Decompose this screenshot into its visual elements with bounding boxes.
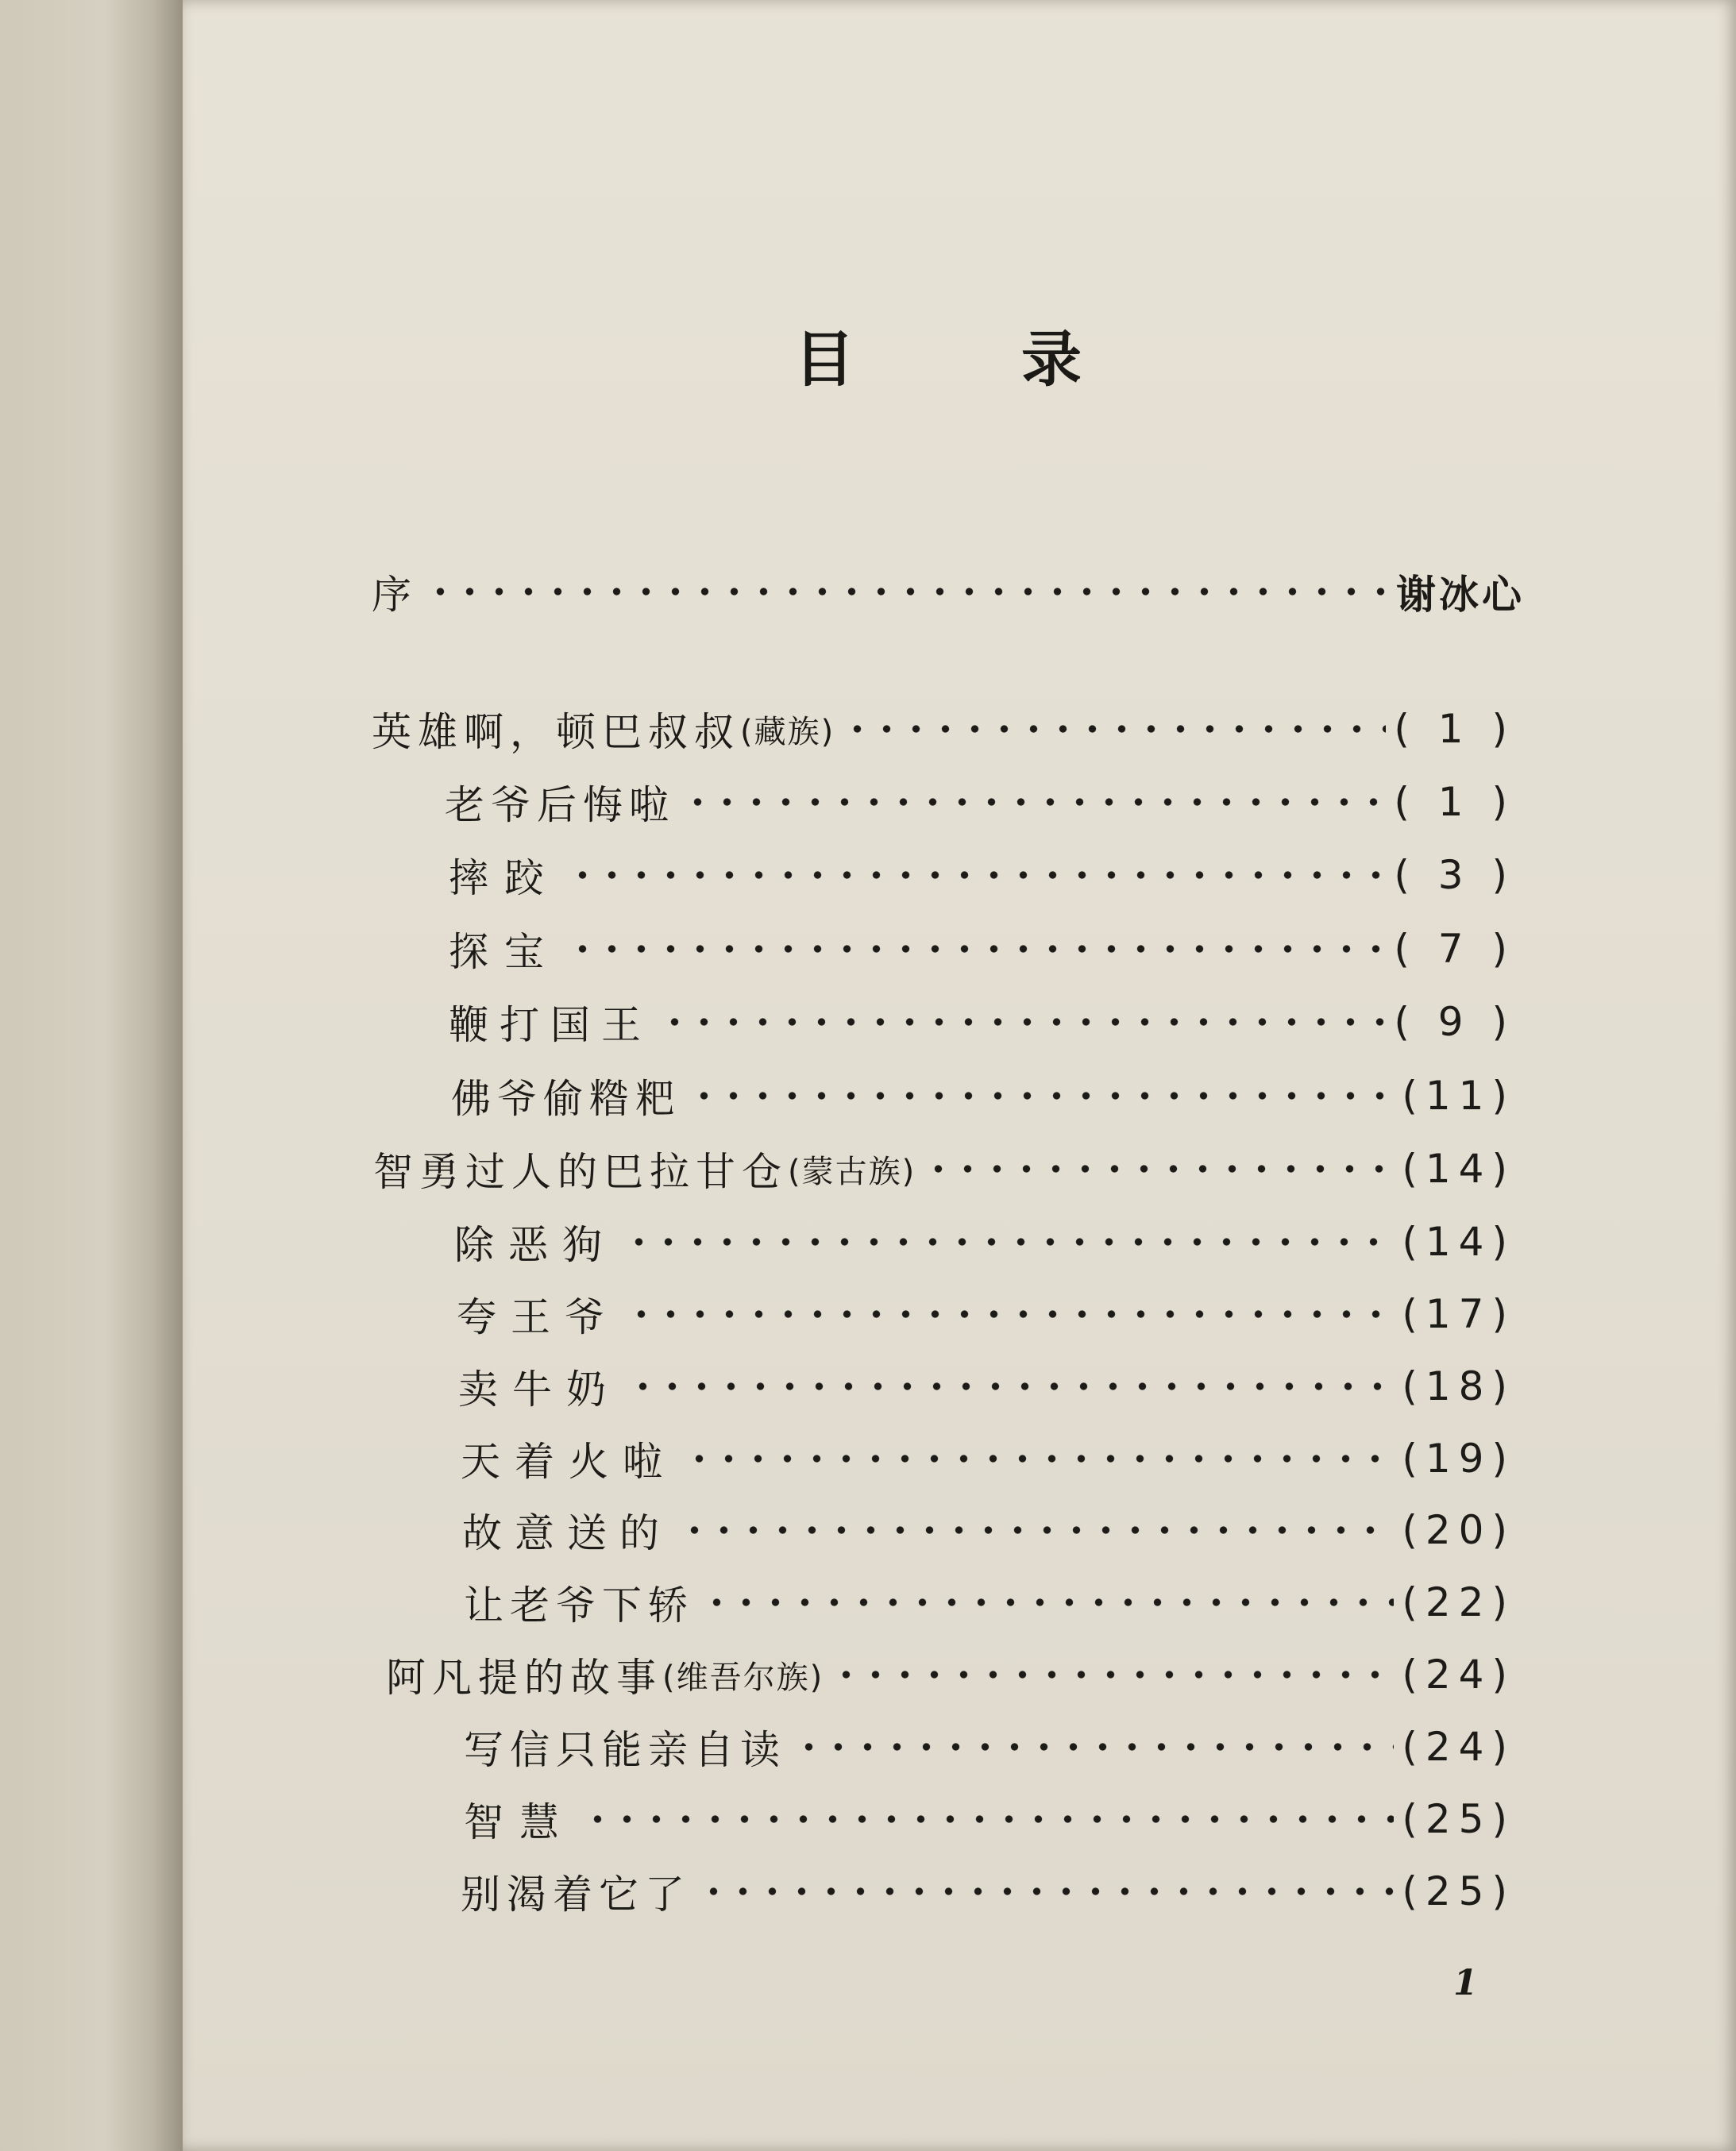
- toc-entry[interactable]: [457, 1282, 1515, 1346]
- toc-entry[interactable]: [451, 1064, 1515, 1128]
- toc-entry-page: (24): [1402, 1724, 1515, 1770]
- toc-entry-page: ( 9 ): [1394, 999, 1515, 1045]
- toc-preface-author: 谢冰心: [1396, 572, 1525, 618]
- toc-entry-title: 夸王爷: [457, 1294, 619, 1340]
- dot-leader: [924, 1164, 1394, 1174]
- toc-entry-page: (14): [1402, 1146, 1515, 1192]
- toc-entry-title: 序: [372, 572, 418, 618]
- dot-leader: [843, 724, 1386, 734]
- dot-leader: [583, 1814, 1394, 1824]
- toc-entry-title: 别渴着它了: [461, 1872, 691, 1918]
- toc-entry-page: ( 7 ): [1394, 926, 1515, 972]
- toc-entry[interactable]: [372, 697, 1515, 761]
- toc-entry-title: 卖牛奶: [458, 1367, 620, 1413]
- toc-entry-ethnic-note: (蒙古族): [788, 1153, 916, 1190]
- dot-leader: [685, 1454, 1394, 1463]
- toc-entry-page: (20): [1402, 1507, 1515, 1553]
- toc-entry-title: 探宝: [449, 929, 560, 975]
- toc-entry-page: (24): [1402, 1652, 1515, 1698]
- toc-entry[interactable]: [449, 917, 1515, 981]
- toc-entry-page: (22): [1402, 1579, 1515, 1625]
- toc-entry-ethnic-note: (藏族): [740, 713, 835, 750]
- dot-leader: [683, 797, 1386, 807]
- toc-entry[interactable]: [461, 1427, 1515, 1490]
- toc-entry[interactable]: [464, 1571, 1515, 1634]
- toc-entry[interactable]: [464, 1715, 1515, 1779]
- toc-entry-title: 智勇过人的巴拉甘仓: [373, 1149, 788, 1195]
- dot-leader: [568, 944, 1386, 954]
- toc-entry-ethnic-note: (维吾尔族): [662, 1659, 824, 1696]
- toc-entry-title: 智慧: [464, 1799, 575, 1845]
- toc-entry-title: 让老爷下轿: [464, 1582, 694, 1629]
- toc-entry-title: 老爷后悔啦: [445, 782, 675, 828]
- toc-entry-title: 鞭打国王: [449, 1002, 652, 1048]
- toc-entry-page: (11): [1402, 1073, 1515, 1119]
- dot-leader: [627, 1309, 1394, 1319]
- toc-entry-title: 佛爷偷糌粑: [451, 1076, 681, 1122]
- toc-entry-page: (25): [1402, 1796, 1515, 1842]
- toc-entry-page: (25): [1402, 1868, 1515, 1914]
- toc-entry[interactable]: [373, 1137, 1515, 1201]
- toc-entry-title: 阿凡提的故事: [386, 1655, 662, 1701]
- toc-entry-page: (17): [1402, 1291, 1515, 1337]
- toc-entry[interactable]: [445, 770, 1515, 834]
- dot-leader: [426, 587, 1388, 596]
- toc-entry-title: 天着火啦: [461, 1439, 677, 1485]
- toc-entry[interactable]: [458, 1355, 1515, 1418]
- toc-entry[interactable]: [449, 990, 1515, 1054]
- dot-leader: [660, 1017, 1386, 1027]
- toc-entry-page: ( 1 ): [1394, 706, 1515, 752]
- toc-entry-title: 除恶狗: [454, 1222, 616, 1268]
- dot-leader: [624, 1237, 1394, 1247]
- title-char-2: 录: [1021, 324, 1082, 395]
- dot-leader: [699, 1887, 1394, 1896]
- toc-entry[interactable]: [461, 1860, 1515, 1923]
- toc-entry-title: 英雄啊，顿巴叔叔: [372, 709, 740, 755]
- dot-leader: [680, 1525, 1394, 1535]
- toc-preface[interactable]: [372, 560, 1525, 623]
- page-number: 1: [1453, 1963, 1478, 2003]
- title-char-1: 目: [794, 324, 854, 395]
- toc-entry[interactable]: [449, 843, 1515, 907]
- dot-leader: [831, 1670, 1394, 1679]
- toc-entry[interactable]: [464, 1787, 1515, 1851]
- toc-entry-title: 写信只能亲自读: [464, 1727, 786, 1773]
- toc-entry[interactable]: [462, 1498, 1515, 1562]
- toc-entry[interactable]: [454, 1210, 1515, 1274]
- dot-leader: [568, 870, 1386, 880]
- toc-entry-page: ( 3 ): [1394, 852, 1515, 898]
- dot-leader: [702, 1598, 1394, 1607]
- toc-entry-title: 摔跤: [449, 855, 560, 901]
- toc-entry-page: (19): [1402, 1436, 1515, 1482]
- dot-leader: [689, 1091, 1394, 1101]
- toc-entry[interactable]: [386, 1643, 1515, 1706]
- dot-leader: [628, 1382, 1394, 1391]
- toc-entry-page: (18): [1402, 1363, 1515, 1409]
- toc-entry-page: (14): [1402, 1219, 1515, 1265]
- toc-entry-title: 故意送的: [462, 1510, 672, 1556]
- toc-entry-page: ( 1 ): [1394, 779, 1515, 825]
- dot-leader: [794, 1742, 1394, 1752]
